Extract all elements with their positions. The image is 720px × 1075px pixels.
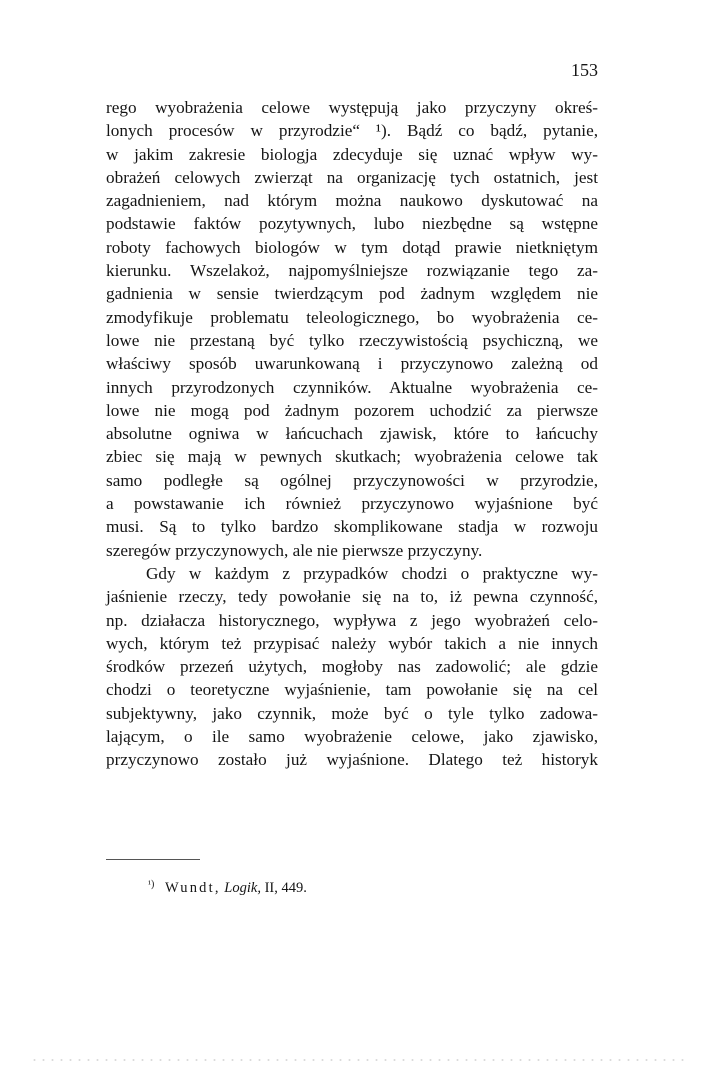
- text-line: rego wyobrażenia celowe występują jako przyczyny okreś-: [106, 98, 598, 117]
- text-line: chodzi o teoretyczne wyjaśnienie, tam powołanie się na cel: [106, 680, 598, 700]
- text-line: środków przezeń użytych, mogłoby nas zadowolić; ale gdzie: [106, 657, 598, 677]
- text-line: roboty fachowych biologów w tym dotąd prawie nietkniętym: [106, 237, 598, 257]
- text-line: musi. Są to tylko bardzo skomplikowane stadja w rozwoju: [106, 517, 598, 537]
- text-line: szeregów przyczynowych, ale nie pierwsze przyczyny.: [106, 540, 483, 560]
- text-line: lowe nie mogą pod żadnym pozorem uchodzić za pierwsze: [106, 400, 598, 420]
- text-line: np. działacza historycznego, wypływa z jego wyobrażeń celo-: [106, 610, 598, 630]
- text-line: lającym, o ile samo wyobrażenie celowe, jako zjawisko,: [106, 727, 598, 747]
- text-line: obrażeń celowych zwierząt na organizację tych ostatnich, jest: [106, 167, 598, 187]
- text-line: kierunku. Wszelakoż, najpomyślniejsze rozwiązanie tego za-: [106, 261, 598, 281]
- text-line: innych przyrodzonych czynników. Aktualne wyobrażenia ce-: [106, 377, 598, 397]
- text-line: przyczynowo zostało już wyjaśnione. Dlatego też historyk: [106, 750, 598, 770]
- text-line: podstawie faktów pozytywnych, lubo niezbędne są wstępne: [106, 214, 598, 234]
- footnote-reference: II, 449.: [264, 880, 307, 896]
- text-line: samo podległe są ogólnej przyczynowości w przyrodzie,: [106, 470, 598, 490]
- text-line: a powstawanie ich również przyczynowo wyjaśnione być: [106, 494, 598, 514]
- text-line: lonych procesów w przyrodzie“ ¹). Bądź co bądź, pytanie,: [106, 121, 598, 141]
- text-line: gadnienia w sensie twierdzącym pod żadnym względem nie: [106, 284, 598, 304]
- scan-artifact: [30, 1058, 690, 1062]
- text-line: Gdy w każdym z przypadków chodzi o praktyczne wy-: [146, 563, 598, 583]
- page-number: 153: [571, 60, 598, 80]
- text-line: zagadnieniem, nad którym można naukowo dyskutować na: [106, 191, 598, 211]
- main-text: [106, 96, 598, 772]
- text-line: zbiec się mają w pewnych skutkach; wyobrażenia celowe tak: [106, 447, 598, 467]
- text-line: jaśnienie rzeczy, tedy powołanie się na to, iż pewna czynność,: [106, 587, 598, 607]
- text-line: zmodyfikuje problematu teleologicznego, bo wyobrażenia ce-: [106, 307, 598, 327]
- text-line: subjektywny, jako czynnik, może być o tyle tylko zadowa-: [106, 703, 598, 723]
- text-line: wych, którym też przypisać należy wybór takich a nie innych: [106, 633, 598, 653]
- text-line: w jakim zakresie biologja zdecyduje się uznać wpływ wy-: [106, 144, 598, 164]
- footnote-marker: ¹): [148, 879, 155, 890]
- footnote: [148, 876, 307, 897]
- footnote-author: Wundt,: [164, 880, 221, 896]
- text-line: absolutne ogniwa w łańcuchach zjawisk, które to łańcuchy: [106, 424, 598, 444]
- text-line: lowe nie przestaną być tylko rzeczywistością psychiczną, we: [106, 330, 598, 350]
- footnote-rule: [106, 859, 200, 860]
- text-line: właściwy sposób uwarunkowaną i przyczynowo zależną od: [106, 354, 598, 374]
- footnote-title: Logik,: [224, 880, 261, 896]
